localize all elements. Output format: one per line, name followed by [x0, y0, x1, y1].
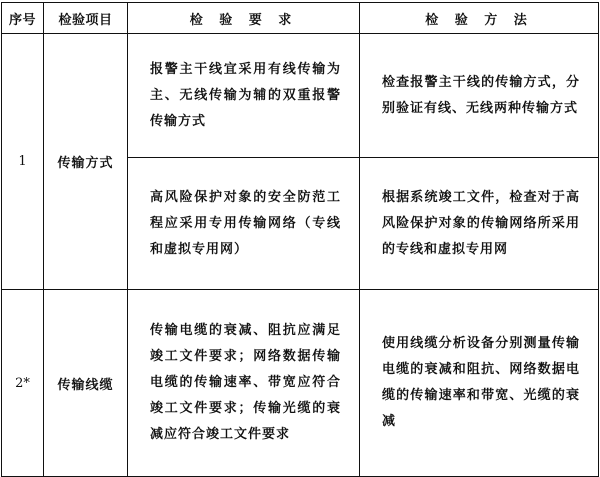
table-row — [2, 290, 599, 477]
serial-cell: 2* — [2, 290, 44, 477]
requirement-cell: 高风险保护对象的安全防范工程应采用专用传输网络（专线和虚拟专用网） — [128, 158, 360, 290]
requirement-cell: 传输电缆的衰减、阻抗应满足竣工文件要求；网络数据传输电缆的传输速率、带宽应符合竣工文件要求；传输光缆的衰减应符合竣工文件要求 — [128, 290, 360, 477]
header-requirements: 检 验 要 求 — [128, 3, 360, 34]
serial-cell: 1 — [2, 34, 44, 290]
method-cell: 使用线缆分析设备分别测量传输电缆的衰减和阻抗、网络数据电缆的传输速率和带宽、光缆的衰减 — [360, 290, 599, 477]
method-cell: 检查报警主干线的传输方式，分别验证有线、无线两种传输方式 — [360, 34, 599, 158]
table-header-row — [2, 3, 599, 34]
item-cell: 传输方式 — [44, 34, 128, 290]
inspection-table — [1, 2, 599, 477]
header-serial: 序号 — [2, 3, 44, 34]
item-cell: 传输线缆 — [44, 290, 128, 477]
table-row — [2, 34, 599, 158]
header-item: 检验项目 — [44, 3, 128, 34]
requirement-cell: 报警主干线宜采用有线传输为主、无线传输为辅的双重报警传输方式 — [128, 34, 360, 158]
header-methods: 检 验 方 法 — [360, 3, 599, 34]
method-cell: 根据系统竣工文件，检查对于高风险保护对象的传输网络所采用的专线和虚拟专用网 — [360, 158, 599, 290]
